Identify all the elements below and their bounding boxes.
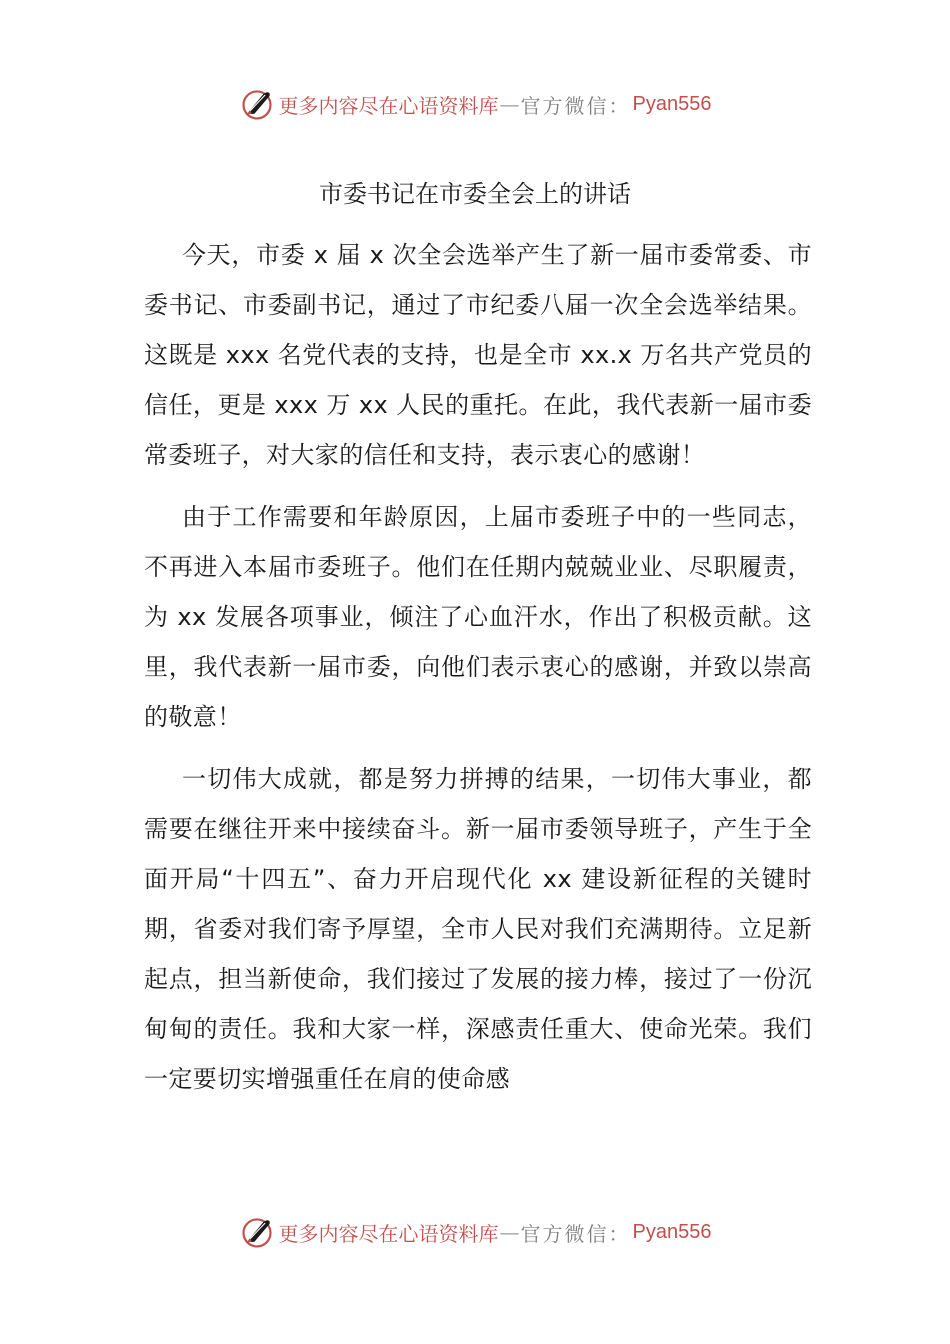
document-title: 市委书记在市委全会上的讲话 [319,180,631,208]
wechat-label: 官方微信： [520,1221,631,1246]
header-banner [0,82,950,126]
paragraph-3: 一切伟大成就，都是努力拼搏的结果，一切伟大事业，都需要在继往开来中接续奋斗。新一届市委领导班子，产生于全面开局“十四五”、奋力开启现代化 xx 建设新征程的关键时期，省委对我们寄予厚望，全市人民对我们充满期待。立足新起点，担当新使命，我们接过了发展的接力棒，接过了一份沉甸甸的责任。我和大家一样，深感责任重大、使命光荣。我们一定要切实增强重任在肩的使命感 [144,765,812,1093]
wechat-id: Pyan556 [632,1220,712,1243]
promo-text: 更多内容尽在心语资料库 [278,1221,499,1246]
separator-dash: — [499,1220,520,1244]
quill-pen-logo-icon [239,1214,275,1250]
paragraph-2: 由于工作需要和年龄原因，上届市委班子中的一些同志，不再进入本届市委班子。他们在任期内兢兢业业、尽职履责，为 xx 发展各项事业，倾注了心血汗水，作出了积极贡献。这里，我代表新一届市委，向他们表示衷心的感谢，并致以崇高的敬意！ [144,503,812,731]
footer-banner [0,1210,950,1254]
wechat-label: 官方微信： [520,93,631,118]
quill-pen-logo-icon [239,86,275,122]
document-body [144,230,812,1116]
wechat-id: Pyan556 [632,92,712,115]
promo-text: 更多内容尽在心语资料库 [278,93,499,118]
separator-dash: — [499,92,520,116]
paragraph-1: 今天，市委 x 届 x 次全会选举产生了新一届市委常委、市委书记、市委副书记，通过了市纪委八届一次全会选举结果。这既是 xxx 名党代表的支持，也是全市 xx.x 万名共产党员的信任，更是 xxx 万 xx 人民的重托。在此，我代表新一届市委常委班子，对大家的信任和支持，表示衷心的感谢！ [144,241,812,469]
